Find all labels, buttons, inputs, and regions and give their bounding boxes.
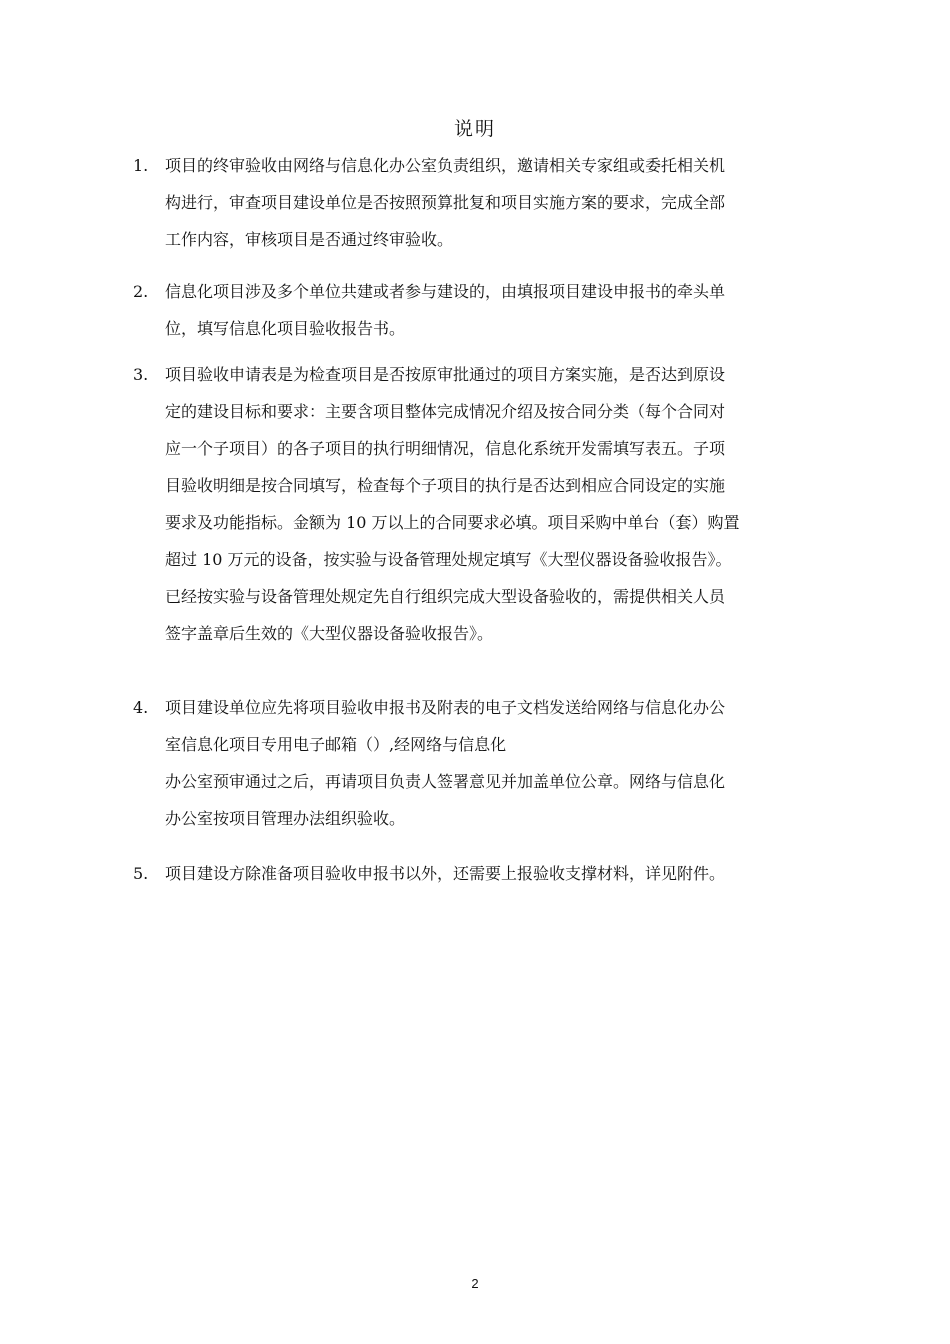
item-number: 3. [133,365,149,384]
text-line: 要求及功能指标。金额为 10 万以上的合同要求必填。项目采购中单台（套）购置 [165,513,740,532]
text-line: 项目建设方除准备项目验收申报书以外，还需要上报验收支撑材料，详见附件。 [165,864,726,883]
text-line: 项目建设单位应先将项目验收申报书及附表的电子文档发送给网络与信息化办公 [165,698,726,717]
text-line: 构进行，审查项目建设单位是否按照预算批复和项目实施方案的要求，完成全部 [165,193,726,212]
text-line: 办公室预审通过之后，再请项目负责人签署意见并加盖单位公章。网络与信息化 [165,772,726,791]
text-line: 签字盖章后生效的《大型仪器设备验收报告》。 [165,624,494,643]
item-text [165,273,849,347]
item-number: 1. [133,156,149,175]
text-line: 已经按实验与设备管理处规定先自行组织完成大型设备验收的，需提供相关人员 [165,587,726,606]
text-line: 项目验收申请表是为检查项目是否按原审批通过的项目方案实施，是否达到原设 [165,365,726,384]
item-number: 2. [133,282,149,301]
item-text [165,855,849,892]
text-line: 定的建设目标和要求：主要含项目整体完成情况介绍及按合同分类（每个合同对 [165,402,726,421]
text-line: 位，填写信息化项目验收报告书。 [165,319,406,338]
text-line: 信息化项目涉及多个单位共建或者参与建设的，由填报项目建设申报书的牵头单 [165,282,726,301]
text-line: 超过 10 万元的设备，按实验与设备管理处规定填写《大型仪器设备验收报告》。 [165,550,732,569]
text-line: 工作内容，审核项目是否通过终审验收。 [165,230,454,249]
page-number: 2 [471,1276,479,1291]
item-text [165,356,849,652]
text-line: 项目的终审验收由网络与信息化办公室负责组织，邀请相关专家组或委托相关机 [165,156,726,175]
item-number: 4. [133,698,149,717]
page-title: 说明 [453,118,496,140]
text-line: 室信息化项目专用电子邮箱（）,经网络与信息化 [165,735,507,754]
item-text [165,689,849,837]
text-line: 应一个子项目）的各子项目的执行明细情况，信息化系统开发需填写表五。子项 [165,439,726,458]
item-number: 5. [133,864,149,883]
text-line: 办公室按项目管理办法组织验收。 [165,809,406,828]
item-text [165,147,849,258]
text-line: 目验收明细是按合同填写，检查每个子项目的执行是否达到相应合同设定的实施 [165,476,726,495]
